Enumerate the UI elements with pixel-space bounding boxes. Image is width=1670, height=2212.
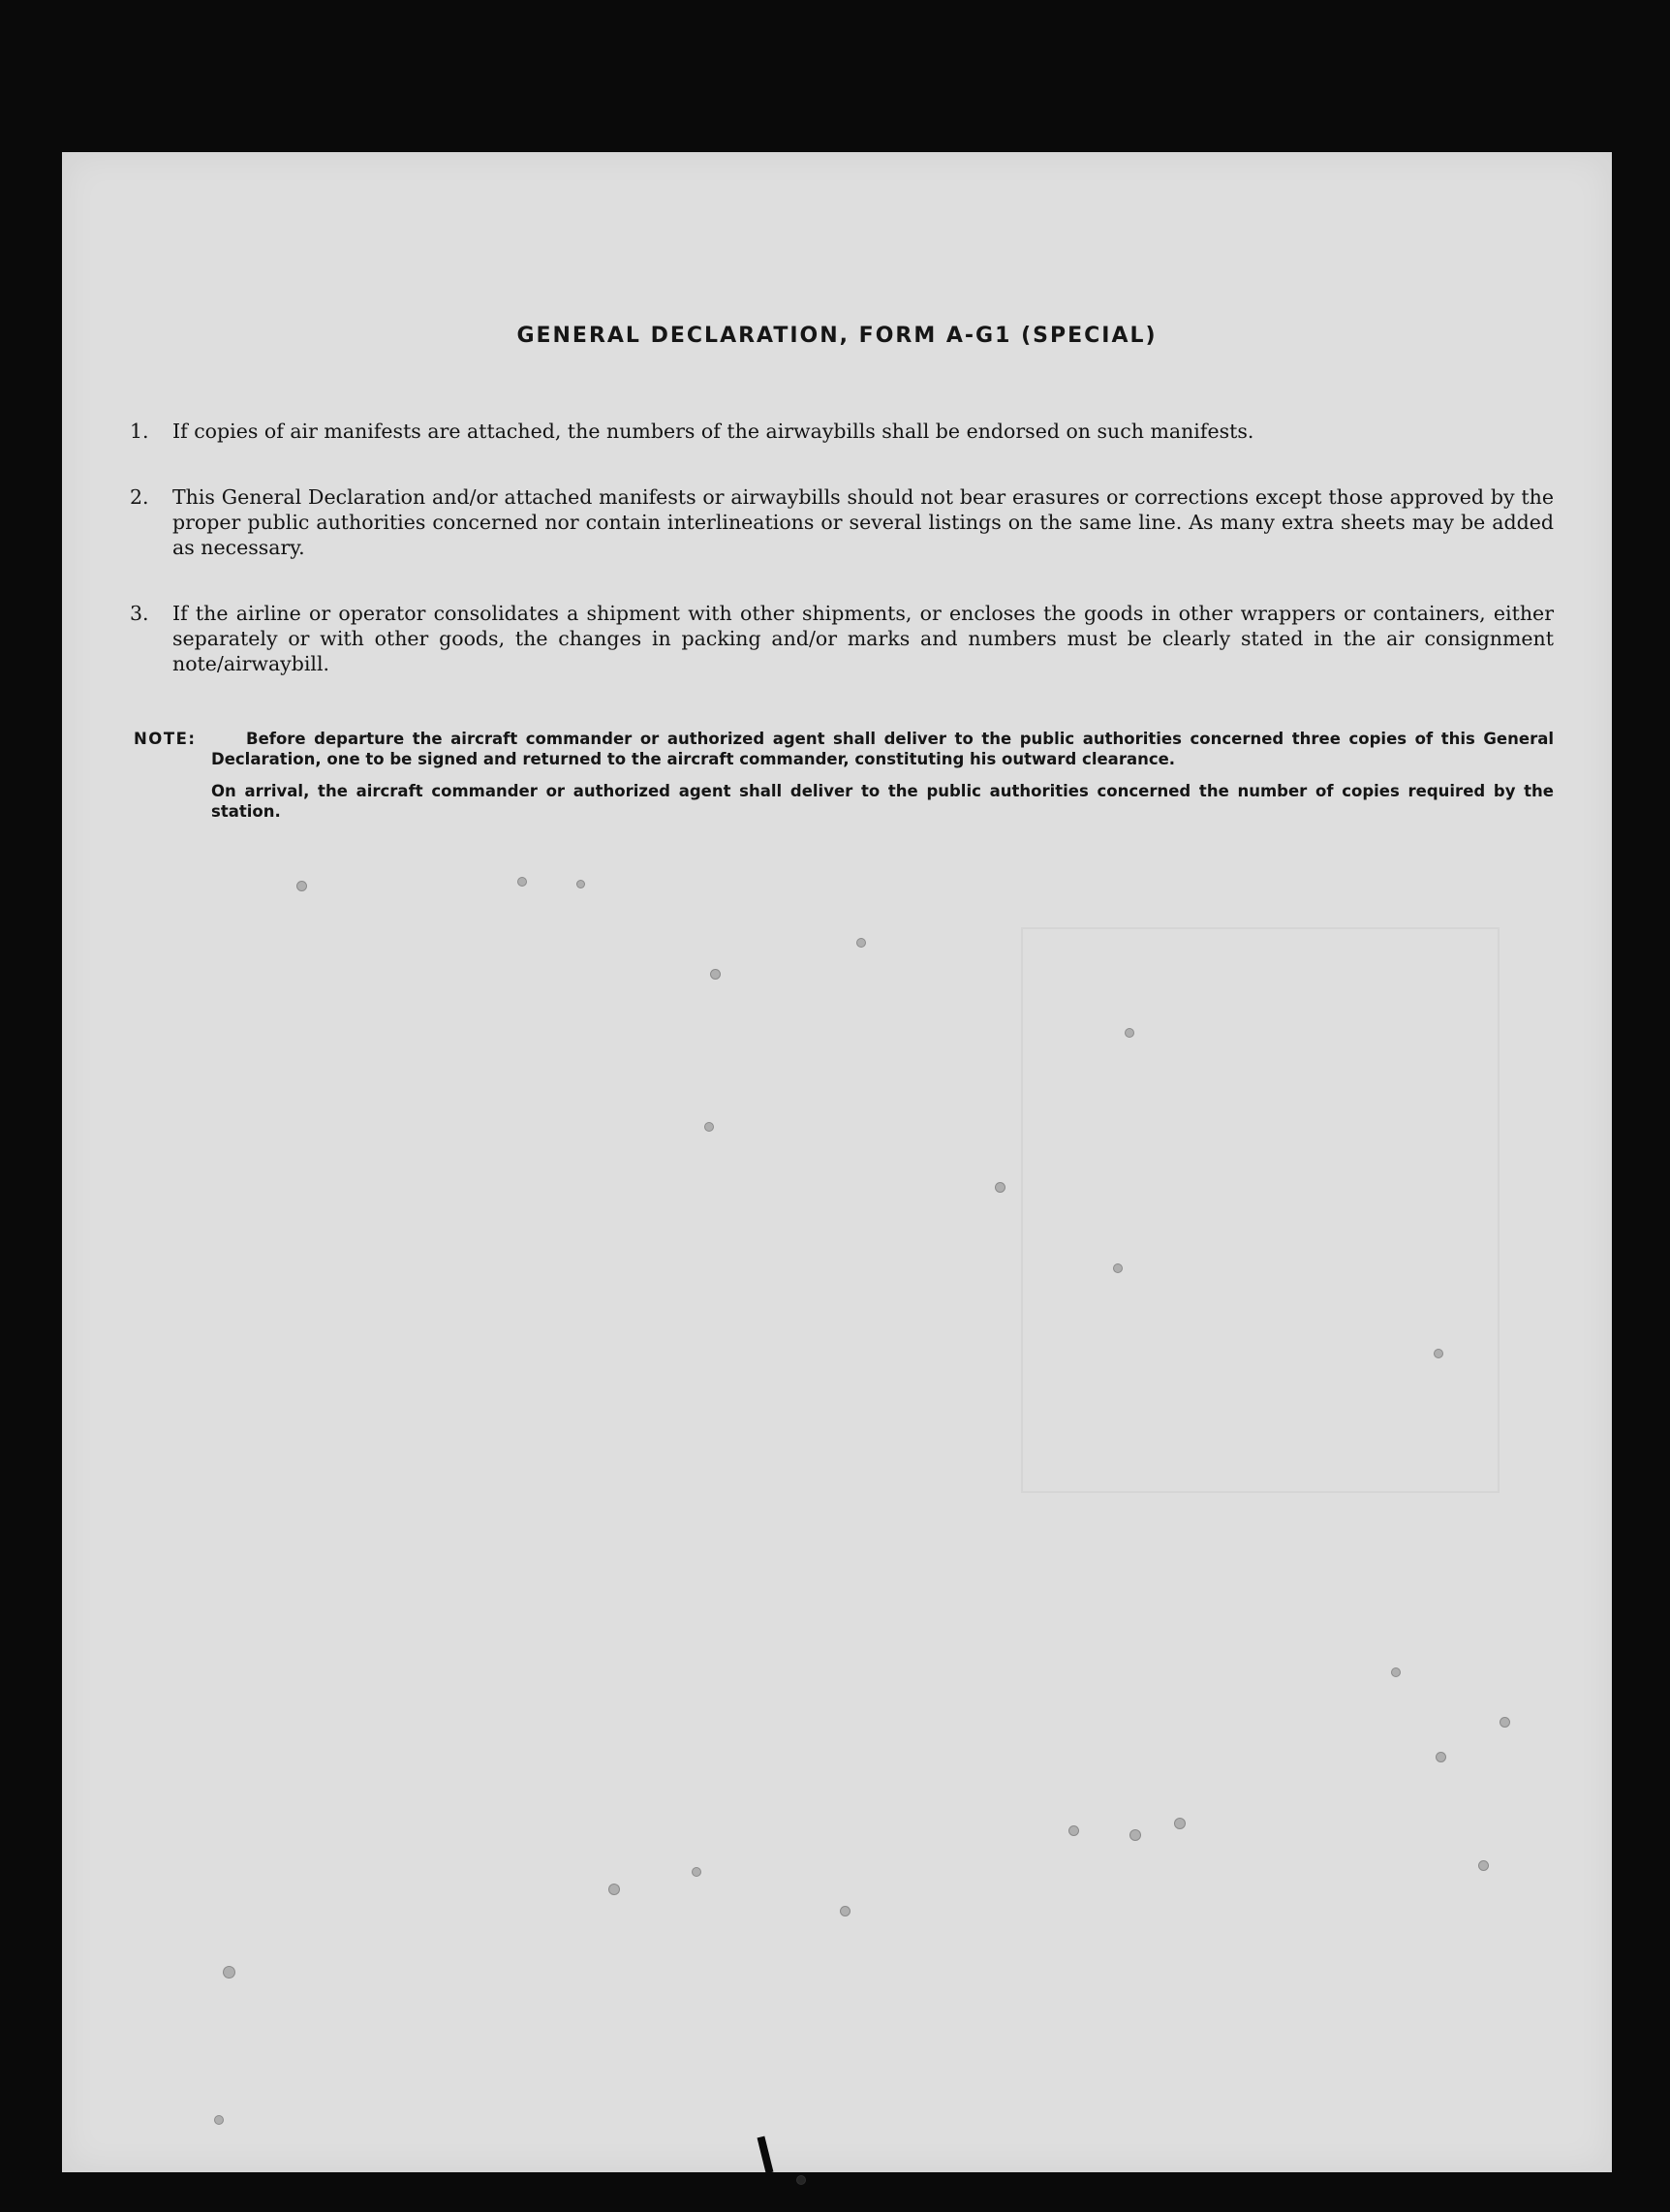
- dust-speck: [214, 2115, 224, 2125]
- item-number: 2.: [130, 485, 149, 509]
- dust-speck: [1129, 1829, 1141, 1841]
- dust-speck: [517, 877, 527, 887]
- item-text: This General Declaration and/or attached manifests or airwaybills should not bear erasures or corrections except those approved by the proper public authorities concerned nor contain interlineations or several listings on the same line. As many extra sheets may be added as necessary.: [172, 485, 1554, 559]
- list-item-3: [130, 601, 1563, 678]
- dust-speck: [1174, 1818, 1186, 1829]
- dust-speck: [856, 938, 866, 948]
- show-through-stamp: [1021, 927, 1500, 1493]
- item-number: 1.: [130, 420, 149, 443]
- dust-speck: [1434, 1349, 1443, 1358]
- document-title: GENERAL DECLARATION, FORM A-G1 (SPECIAL): [516, 324, 1158, 348]
- dust-speck: [1478, 1860, 1489, 1871]
- dust-speck: [704, 1122, 714, 1132]
- dust-speck: [296, 881, 307, 891]
- dust-speck: [1500, 1717, 1510, 1728]
- note-label: NOTE:: [134, 730, 197, 748]
- dust-speck: [710, 969, 721, 980]
- dust-speck: [1391, 1667, 1401, 1677]
- note-paragraph-departure: Before departure the aircraft commander or authorized agent shall deliver to the public authorities concerned three copies of this General Declaration, one to be signed and returned to the aircraft commander, constituting his outward clearance.: [211, 730, 1554, 768]
- dust-speck: [692, 1867, 701, 1877]
- dust-speck: [223, 1966, 235, 1978]
- list-item-1: [130, 419, 1563, 448]
- dust-speck: [796, 2175, 806, 2185]
- dust-speck: [1068, 1825, 1079, 1836]
- dust-speck: [608, 1884, 620, 1895]
- dust-speck: [840, 1906, 850, 1916]
- note-paragraph-arrival: On arrival, the aircraft commander or authorized agent shall deliver to the public authorities concerned the number of copies required by the station.: [211, 782, 1554, 821]
- dust-speck: [576, 880, 585, 888]
- list-item-2: [130, 484, 1563, 562]
- item-text: If the airline or operator consolidates a shipment with other shipments, or encloses the goods in other wrappers or containers, either separately or with other goods, the changes in packing and/or marks and numbers must be clearly stated in the air consignment note/airwaybill.: [172, 602, 1554, 675]
- dust-speck: [1125, 1028, 1134, 1038]
- item-number: 3.: [130, 602, 149, 625]
- document-page: [62, 152, 1612, 2172]
- item-text: If copies of air manifests are attached, the numbers of the airwaybills shall be endorsed on such manifests.: [172, 420, 1254, 443]
- paper-tear-mark: [758, 2136, 774, 2174]
- dust-speck: [995, 1182, 1005, 1193]
- dust-speck: [1436, 1752, 1446, 1762]
- dust-speck: [1113, 1263, 1123, 1273]
